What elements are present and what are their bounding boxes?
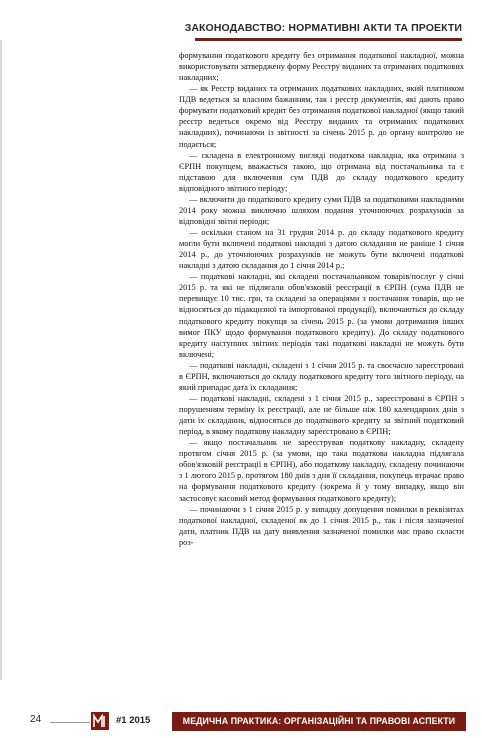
- paragraph: — податкові накладні, які складені постачальником товарів/послуг у січні 2015 р. та які не підлягали обов'язковій реєстрації в ЄРПН (сума ПДВ не перевищує 10 тис. грн, та складені за операціями з постачання товарів, що не відносяться до підакцизної та імпортованої продукції), включаються до складу податкового кредиту покупця за січень 2015 р. (за умови дотримання інших вимог ПКУ щодо формування податкового кредиту). До складу податкового кредиту наступних звітних періодів такі податкові накладні не можуть бути включені;: [179, 272, 464, 359]
- magazine-title: МЕДИЧНА ПРАКТИКА: ОРГАНІЗАЦІЙНІ ТА ПРАВОВІ АСПЕКТИ: [182, 716, 456, 726]
- left-margin-rule: [0, 40, 2, 680]
- paragraph: — починаючи з 1 січня 2015 р. у випадку допущення помилки в реквізитах податкової накладної, складеної як до 1 січня 2015 р., так і після зазначеної дати, платник ПДВ на дату виявлення зазначеної помилки має право скласти роз-: [179, 504, 464, 547]
- paragraph: — якщо постачальник не зареєстрував податкову накладну, складену протягом січня 2015 р. (за умови, що така податкова накладна підлягала обов'язковій реєстрації в ЄРПН), або податкову накладну, складену починаючи з 1 лютого 2015 р. протягом 180 днів з дня її складання, покупець втрачає право на формування податкового кредиту (зокрема й у тому випадку, якщо він застосовує касовий метод формування податкового кредиту);: [179, 438, 464, 503]
- paragraph: — податкові накладні, складені з 1 січня 2015 р. та своєчасно зареєстровані в ЄРПН, включаються до складу податкового кредиту того звітного періоду, на який припадає дата їх складання;: [179, 360, 464, 392]
- page-footer: [0, 712, 482, 738]
- paragraph: формування податкового кредиту без отримання податкової накладної, можна використовувати затверджену форму Реєстру виданих та отриманих податкових накладних;: [179, 51, 464, 83]
- page-header: [0, 0, 482, 54]
- footer-divider: [50, 722, 90, 723]
- magazine-logo-icon: [91, 712, 109, 730]
- paragraph: — складена в електронному вигляді податкова накладна, яка отримана з ЄРПН покупцем, вважається такою, що отримана від постачальника та є підставою для включення сум ПДВ до складу податкового кредиту відповідного звітного періоду;: [179, 150, 464, 193]
- paragraph: — оскільки станом на 31 грудня 2014 р. до складу податкового кредиту могли бути включені податкові накладні з датою складання не раніше 1 січня 2014 р., до уточнюючих розрахунків не можуть бути включені податкові накладні з датою складання до 1 січня 2014 р.;: [179, 228, 464, 271]
- paragraph: — як Реєстр виданих та отриманих податкових накладних, який платником ПДВ ведеться за власним бажанням, так і реєстр документів, які дають право формувати податковий кредит без отримання податкової накладної (якщо такий реєстр ведеться окремо від Реєстру виданих та отриманих податкових накладних), починаючи із звітності за січень 2015 р. до органу контролю не подається;: [179, 84, 464, 149]
- paragraph: — включити до податкового кредиту суми ПДВ за податковими накладними 2014 року можна виключно шляхом подання уточнюючих розрахунків за відповідні звітні періоди;: [179, 194, 464, 226]
- header-divider: [195, 38, 462, 41]
- article-text: [179, 50, 464, 548]
- paragraph: — податкові накладні, складені з 1 січня 2015 р., зареєстровані в ЄРПН з порушенням терміну їх реєстрації, але не більше ніж 180 календарних днів з дати їх складання, відносяться до податкового кредиту за звітний податковий період, в якому податкову накладну зареєстровано в ЄРПН;: [179, 393, 464, 437]
- page-number: 24: [30, 714, 42, 725]
- section-title: ЗАКОНОДАВСТВО: НОРМАТИВНІ АКТИ ТА ПРОЕКТИ: [184, 22, 462, 34]
- issue-number: #1 2015: [116, 715, 151, 726]
- magazine-title-band: [172, 712, 466, 731]
